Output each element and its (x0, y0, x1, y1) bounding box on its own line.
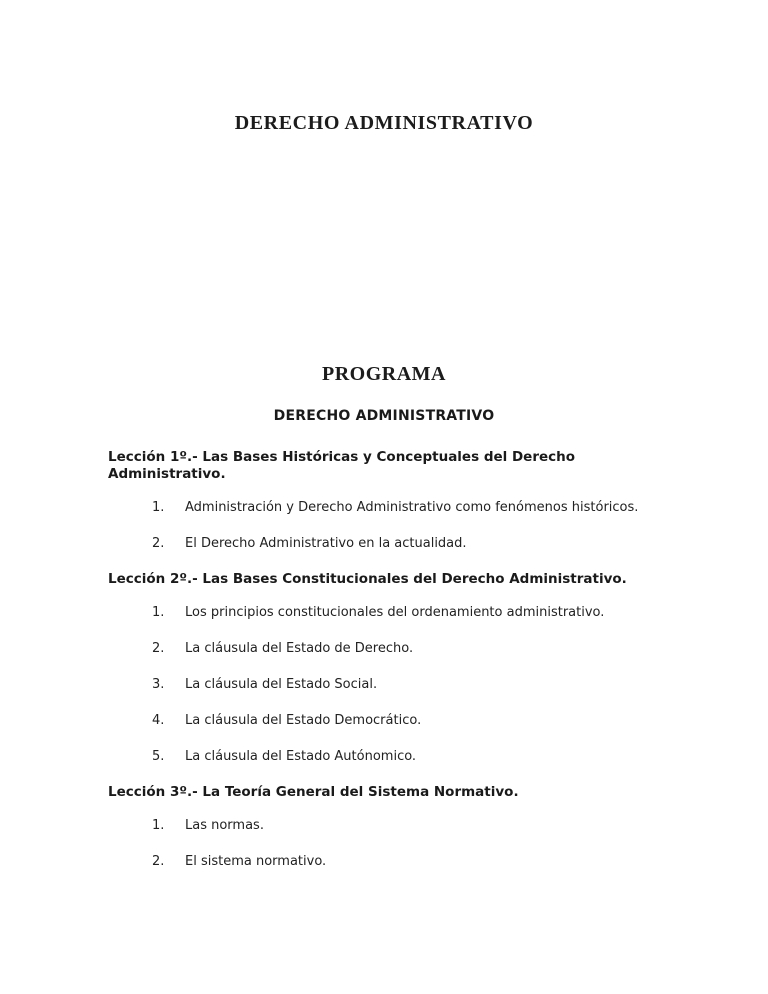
list-item-text: El Derecho Administrativo en la actualidad. (185, 536, 467, 551)
list-item-text: La cláusula del Estado Social. (185, 677, 378, 692)
lesson-heading: Lección 2º.- Las Bases Constitucionales del Derecho Administrativo. (108, 571, 627, 587)
list-item-text: Administración y Derecho Administrativo como fenómenos históricos. (185, 500, 639, 515)
document-title: DERECHO ADMINISTRATIVO (234, 112, 534, 134)
list-item-text: La cláusula del Estado Autónomico. (185, 749, 417, 764)
list-item-number: 1. (152, 605, 165, 620)
list-item (152, 604, 660, 621)
list-item (152, 535, 660, 552)
lesson-item-list (108, 604, 660, 765)
list-item-number: 2. (152, 854, 165, 869)
program-subtitle: DERECHO ADMINISTRATIVO (273, 408, 495, 424)
list-item-text: La cláusula del Estado Democrático. (185, 713, 422, 728)
list-item (152, 748, 660, 765)
list-item-text: El sistema normativo. (185, 854, 327, 869)
list-item-number: 4. (152, 713, 165, 728)
lesson-section (108, 571, 660, 765)
lesson-heading: Lección 1º.- Las Bases Históricas y Conceptuales del Derecho Administrativo. (108, 449, 576, 482)
lesson-item-list (108, 499, 660, 552)
lesson-item-list (108, 817, 660, 870)
list-item (152, 640, 660, 657)
list-item (152, 712, 660, 729)
list-item (152, 499, 660, 516)
list-item-number: 2. (152, 536, 165, 551)
sections-container (108, 449, 660, 870)
list-item-number: 1. (152, 500, 165, 515)
lesson-section (108, 784, 660, 870)
list-item (152, 853, 660, 870)
list-item-number: 2. (152, 641, 165, 656)
lesson-section (108, 449, 660, 552)
list-item-number: 1. (152, 818, 165, 833)
list-item (152, 676, 660, 693)
list-item-number: 3. (152, 677, 165, 692)
list-item-text: La cláusula del Estado de Derecho. (185, 641, 414, 656)
list-item-number: 5. (152, 749, 165, 764)
program-heading: PROGRAMA (322, 363, 446, 385)
list-item-text: Los principios constitucionales del ordenamiento administrativo. (185, 605, 605, 620)
list-item-text: Las normas. (185, 818, 264, 833)
lesson-heading: Lección 3º.- La Teoría General del Sistema Normativo. (108, 784, 519, 800)
list-item (152, 817, 660, 834)
